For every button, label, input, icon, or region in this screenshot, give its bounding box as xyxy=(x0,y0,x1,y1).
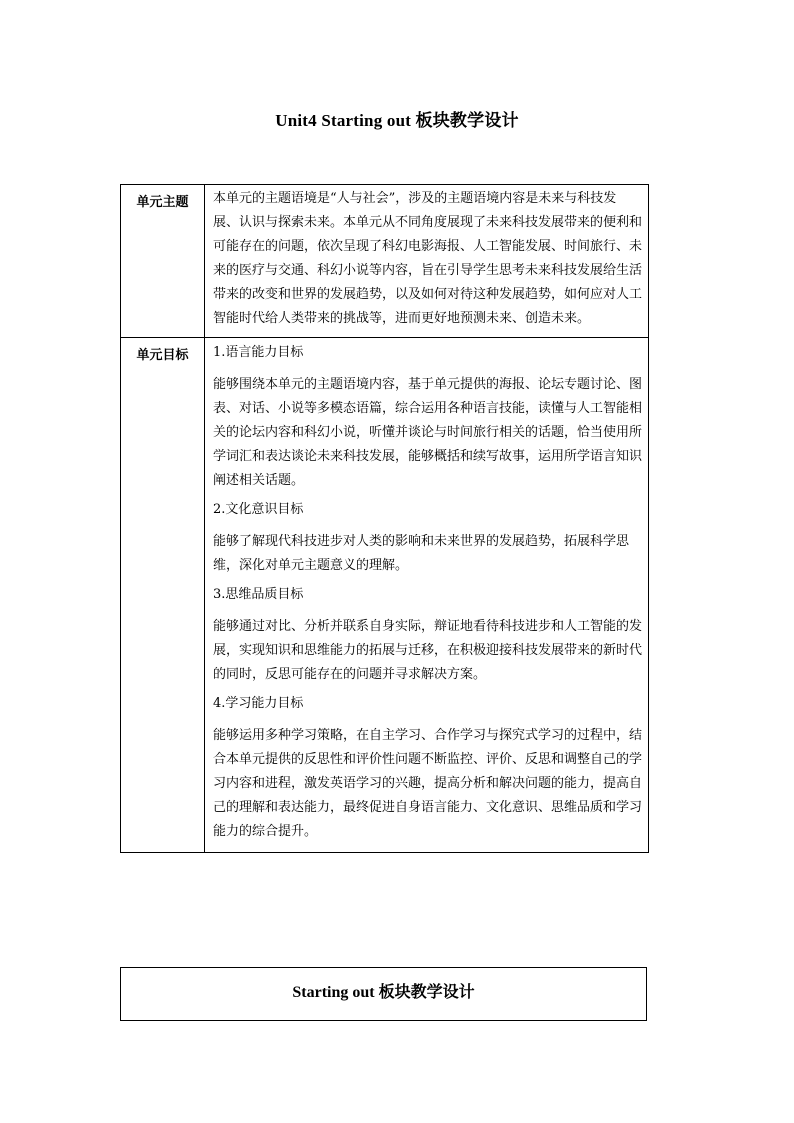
unit-theme-text: 本单元的主题语境是“人与社会”，涉及的主题语境内容是未来与科技发展、认识与探索未来。本单元从不同角度展现了未来科技发展带来的便利和可能存在的问题，依次呈现了科幻电影海报、人工智能发展、时间旅行、未来的医疗与交通、科幻小说等内容，旨在引导学生思考未来科技发展给生活带来的改变和世界的发展趋势，以及如何对待这种发展趋势，如何应对人工智能时代给人类带来的挑战等，进而更好地预测未来、创造未来。 xyxy=(213,191,643,326)
unit-design-table xyxy=(120,184,649,853)
section-title-box xyxy=(120,967,647,1021)
goal-text-culture: 能够了解现代科技进步对人类的影响和未来世界的发展趋势，拓展科学思维，深化对单元主题意义的理解。 xyxy=(213,534,630,573)
goal-text-language: 能够围绕本单元的主题语境内容，基于单元提供的海报、论坛专题讨论、图表、对话、小说等多模态语篇，综合运用各种语言技能，读懂与人工智能相关的论坛内容和科幻小说，听懂并谈论与时间旅行相关的话题，恰当使用所学词汇和表达谈论未来科技发展，能够概括和续写故事，运用所学语言知识阐述相关话题。 xyxy=(213,377,643,488)
goal-text-learning: 能够运用多种学习策略，在自主学习、合作学习与探究式学习的过程中，结合本单元提供的反思性和评价性问题不断监控、评价、反思和调整自己的学习内容和进程，激发英语学习的兴趣，提高分析和解决问题的能力，提高自己的理解和表达能力，最终促进自身语言能力、文化意识、思维品质和学习能力的综合提升。 xyxy=(213,728,643,839)
unit-theme-content xyxy=(205,185,649,338)
unit-goals-label: 单元目标 xyxy=(121,338,205,853)
section-title: Starting out 板块教学设计 xyxy=(292,984,475,1001)
unit-goals-content xyxy=(205,338,649,853)
goal-heading-thinking: 3.思维品质目标 xyxy=(213,587,304,602)
unit-theme-label: 单元主题 xyxy=(121,185,205,338)
goal-heading-language: 1.语言能力目标 xyxy=(213,345,304,360)
page-title: Unit4 Starting out 板块教学设计 xyxy=(275,111,519,130)
goal-heading-culture: 2.文化意识目标 xyxy=(213,502,304,517)
goal-text-thinking: 能够通过对比、分析并联系自身实际，辩证地看待科技进步和人工智能的发展，实现知识和思维能力的拓展与迁移，在积极迎接科技发展带来的新时代的同时，反思可能存在的问题并寻求解决方案。 xyxy=(213,619,643,682)
goal-heading-learning: 4.学习能力目标 xyxy=(213,696,304,711)
unit-goals-row xyxy=(121,338,649,853)
unit-theme-row xyxy=(121,185,649,338)
